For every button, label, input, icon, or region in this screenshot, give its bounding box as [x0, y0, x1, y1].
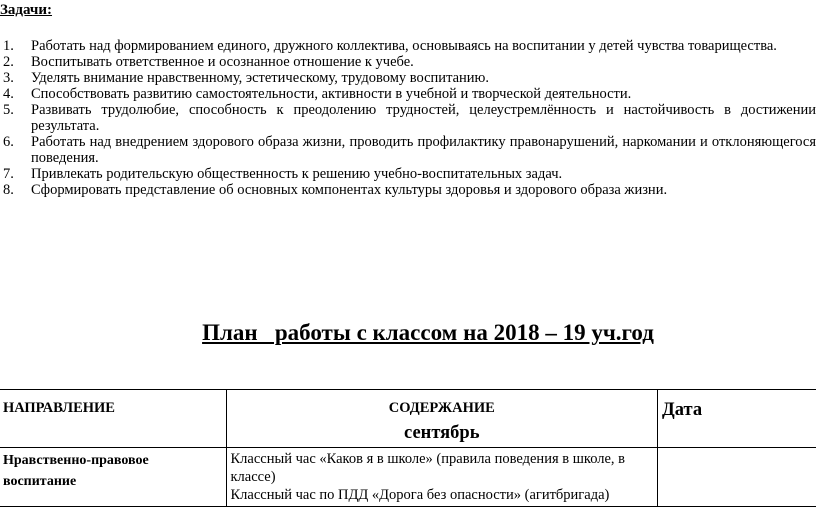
- task-text: Привлекать родительскую общественность к решению учебно-воспитательных задач.: [31, 166, 563, 182]
- direction-cell: Нравственно-правовое воспитание: [0, 448, 226, 507]
- task-item: [0, 134, 816, 166]
- task-text: Развивать трудолюбие, способность к преодолению трудностей, целеустремлённость и настойчивость в достижении результата.: [31, 102, 816, 134]
- date-cell: [658, 448, 816, 507]
- task-number: 2.: [3, 54, 14, 70]
- task-number: 1.: [3, 38, 14, 54]
- task-text: Способствовать развитию самостоятельности, активности в учебной и творческой деятельности.: [31, 86, 632, 102]
- header-date-cell: [658, 390, 816, 448]
- task-item: [0, 182, 816, 198]
- task-text: Воспитывать ответственное и осознанное отношение к учебе.: [31, 54, 414, 70]
- task-text: Работать над формированием единого, дружного коллектива, основываясь на воспитании у детей чувства товарищества.: [31, 38, 777, 54]
- content-line: Классный час по ПДД «Дорога без опасности» (агитбригада): [230, 487, 610, 503]
- task-number: 3.: [3, 70, 14, 86]
- header-content-cell: [226, 390, 658, 448]
- header-date: Дата: [662, 400, 703, 420]
- task-number: 4.: [3, 86, 14, 102]
- task-item: [0, 86, 816, 102]
- table-header-row: [0, 390, 816, 448]
- content-line: Классный час «Каков я в школе» (правила поведения в школе, в классе): [230, 451, 626, 485]
- header-content: СОДЕРЖАНИЕ: [388, 400, 495, 416]
- header-direction: НАПРАВЛЕНИЕ: [3, 400, 115, 416]
- task-number: 7.: [3, 166, 14, 182]
- task-item: [0, 38, 816, 54]
- task-item: [0, 166, 816, 182]
- task-number: 5.: [3, 102, 14, 118]
- task-number: 6.: [3, 134, 14, 150]
- table-row: [0, 448, 816, 507]
- task-item: [0, 54, 816, 70]
- tasks-list: [0, 38, 816, 198]
- plan-table: [0, 389, 816, 507]
- plan-title: План работы с классом на 2018 – 19 уч.год: [202, 320, 654, 345]
- header-direction-cell: [0, 390, 226, 448]
- tasks-heading: Задачи:: [0, 2, 53, 18]
- task-text: Сформировать представление об основных компонентах культуры здоровья и здорового образа жизни.: [31, 182, 668, 198]
- task-text: Уделять внимание нравственному, эстетическому, трудовому воспитанию.: [31, 70, 489, 86]
- task-text: Работать над внедрением здорового образа жизни, проводить профилактику правонарушений, наркомании и отклоняющегося поведения.: [31, 134, 816, 166]
- task-number: 8.: [3, 182, 14, 198]
- month-label: сентябрь: [404, 423, 480, 443]
- task-item: [0, 70, 816, 86]
- task-item: [0, 102, 816, 134]
- content-cell: [226, 448, 658, 507]
